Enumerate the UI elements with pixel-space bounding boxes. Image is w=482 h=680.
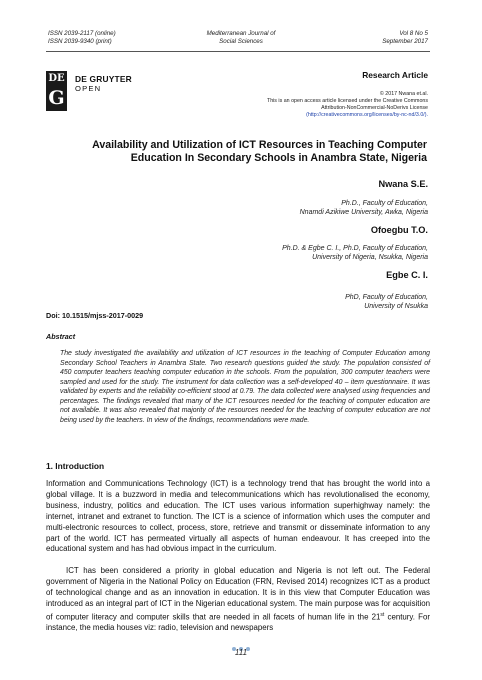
superscript: st bbox=[380, 611, 385, 618]
license-block bbox=[267, 91, 428, 119]
journal-volume bbox=[382, 30, 428, 46]
journal-name-line1: Mediterranean Journal of bbox=[206, 30, 276, 37]
publisher-name: DE GRUYTER bbox=[75, 74, 132, 84]
footer-dots-ornament bbox=[0, 638, 482, 644]
author-affiliation bbox=[300, 199, 428, 217]
volume-number: Vol 8 No 5 bbox=[399, 30, 428, 37]
degruyter-logo-mark bbox=[46, 71, 67, 111]
body-paragraph bbox=[46, 566, 430, 634]
paragraph-text: century. For instance, the media houses viz: radio, television and newspapers bbox=[46, 612, 430, 633]
abstract-heading: Abstract bbox=[46, 332, 76, 341]
affiliation-line2: University of Nsukka bbox=[364, 303, 428, 310]
author-name: Ofoegbu T.O. bbox=[370, 225, 428, 235]
affiliation-line2: Nnamdi Azikiwe University, Awka, Nigeria bbox=[299, 209, 428, 216]
author-name: Nwana S.E. bbox=[378, 179, 428, 189]
affiliation-line1: Ph.D., Faculty of Education, bbox=[341, 200, 428, 207]
affiliation-line1: PhD, Faculty of Education, bbox=[345, 294, 428, 301]
title-line1: Availability and Utilization of ICT Resources in Teaching Computer bbox=[92, 139, 427, 151]
logo-mark-de: DE bbox=[48, 73, 65, 84]
paper-title bbox=[40, 139, 427, 165]
affiliation-line2: University of Nigeria, Nsukka, Nigeria bbox=[312, 254, 428, 261]
issn-print: ISSN 2039-9340 (print) bbox=[48, 38, 112, 45]
license-link[interactable]: (http://creativecommons.org/licenses/by-nc-nd/3.0/). bbox=[306, 112, 428, 118]
paragraph-text: ICT has been considered a priority in global education and Nigeria is not left out. The Federal government of Nigeria in the National Policy on Education (FRN, Revised 2014) recognizes ICT as a product of technological change and as an innovation in education. It is in this view that Computer Education was introduced as an integral part of ICT in the Nigerian educational system. The main purpose was for acquisition of computer literacy and computer skills that are needed in all facets of human life in the 21 bbox=[46, 566, 430, 622]
doi: Doi: 10.1515/mjss-2017-0029 bbox=[46, 311, 144, 320]
abstract-text: The study investigated the availability and utilization of ICT resources in the teaching of Computer Education among Secondary School Teachers in Anambra State. Two research questions guided the study. The population consisted of 450 computer teachers teaching computer education in the schools. From the population, 300 computer teachers were sampled and used for the study. The instrument for data collection was a self-developed 40 – item questionnaire. It was validated by experts and the reliability co-efficient stood at 0.79. The data collected were analysed using frequencies and percentages. The findings revealed that many of the ICT resources needed for the teaching of computer education are not available. It was also revealed that majority of the resources needed for the teaching of computer education are not being used by the teachers. In view of the findings, recommendations were made. bbox=[60, 350, 430, 424]
author-affiliation bbox=[345, 293, 428, 311]
copyright-line: © 2017 Nwana et.al. bbox=[379, 91, 428, 97]
page-number: 111 bbox=[234, 648, 248, 657]
issue-date: September 2017 bbox=[382, 38, 428, 45]
header-divider bbox=[46, 51, 430, 52]
section-heading: 1. Introduction bbox=[46, 461, 105, 471]
body-paragraph: Information and Communications Technology (ICT) is a technology trend that has brought the world into a global village. It is a buzzword in media and telecommunications which has revolutionalised the economy, business, industry, politics and education. The ICT uses various information superhighway namely: the internet, intranet and extranet to function. The ICT is a science of information which uses the computer and multi-electronic resources to collect, process, store, retrieve and transmit or disseminate information to any part of the world. ICT has permeated virtually all aspects of human endeavour. It has creeped into the educational system and has had obvious impact in the curriculum. bbox=[46, 479, 430, 554]
logo-mark-g: G bbox=[48, 87, 65, 109]
issn-online: ISSN 2039-2117 (online) bbox=[48, 30, 116, 37]
affiliation-line1: Ph.D. & Egbe C. I., Ph.D, Faculty of Education, bbox=[282, 245, 428, 252]
license-line: This is an open access article licensed under the Creative Commons bbox=[266, 98, 428, 104]
author-name: Egbe C. I. bbox=[386, 270, 428, 280]
license-name: Attribution-NonCommercial-NoDerivs License bbox=[321, 105, 428, 111]
title-line2: Education In Secondary Schools in Anambra State, Nigeria bbox=[130, 152, 427, 164]
publisher-open: OPEN bbox=[75, 84, 102, 93]
author-affiliation bbox=[282, 244, 428, 262]
journal-name-line2: Social Sciences bbox=[219, 38, 263, 45]
article-type: Research Article bbox=[362, 70, 428, 80]
